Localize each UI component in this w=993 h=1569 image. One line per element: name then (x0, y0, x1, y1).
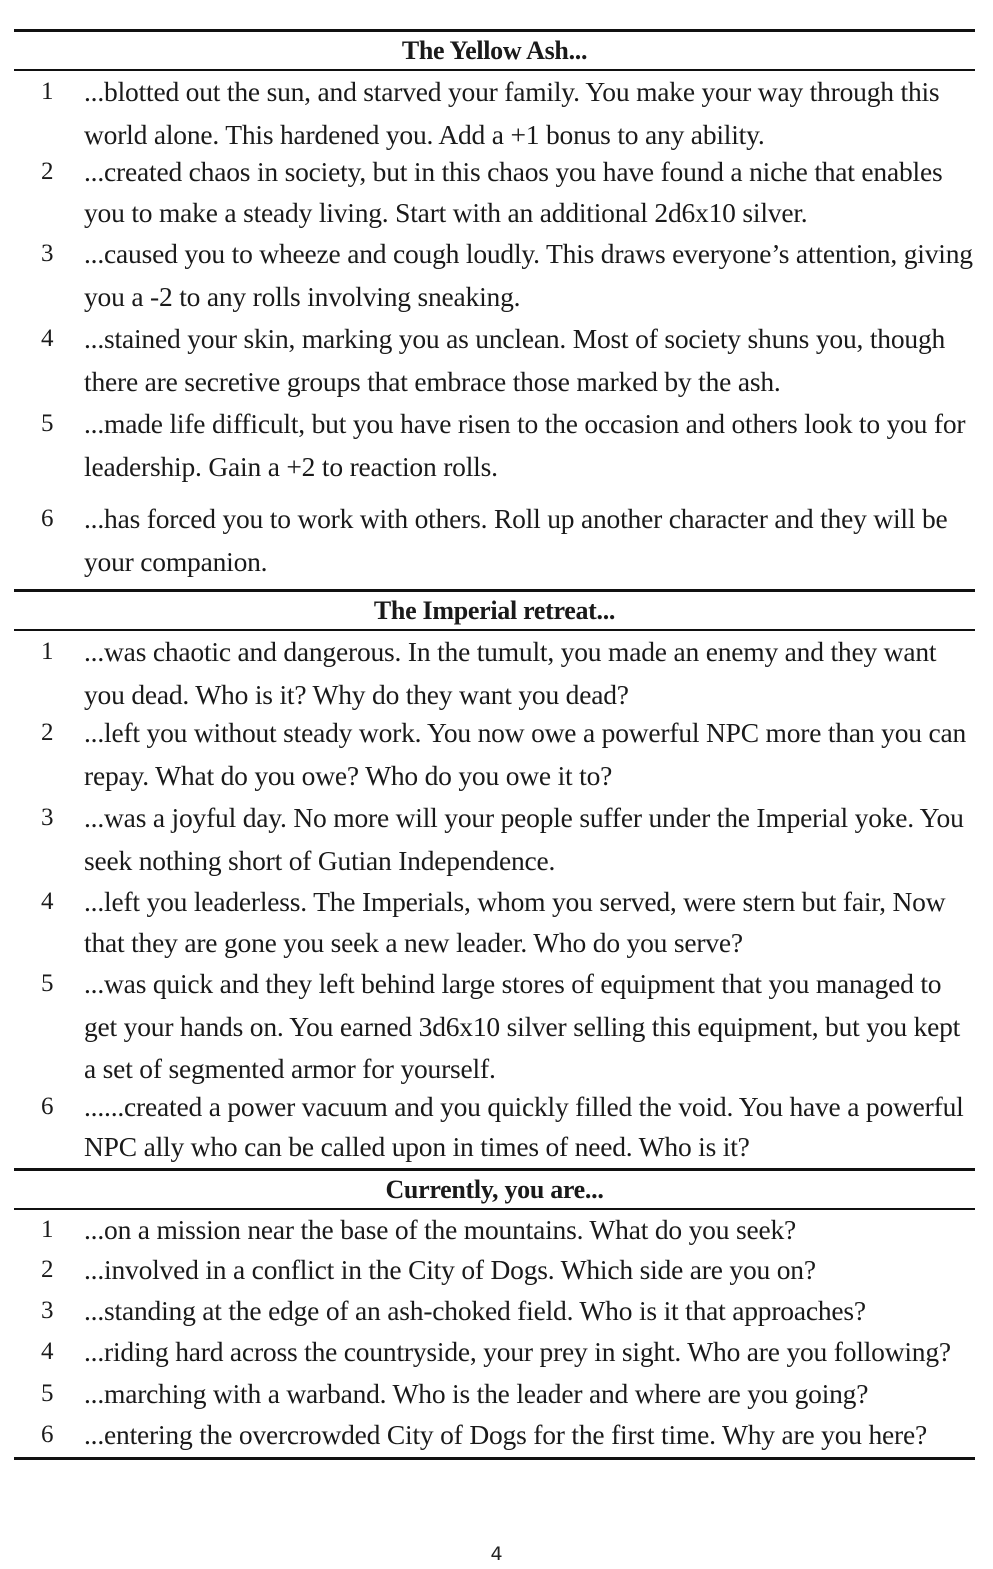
roll-number: 5 (41, 1379, 54, 1407)
table-row (14, 1414, 975, 1457)
roll-number: 2 (41, 158, 54, 185)
table-row (14, 797, 975, 882)
document-page (14, 29, 975, 1460)
table-row (14, 1331, 975, 1374)
table-row (14, 1374, 975, 1415)
row-text: ...was quick and they left behind large stores of equipment that you managed to get your hands on. You earned 3d6x10 silver selling this equipment, but you kept a set of segmented armor for yourself. (84, 968, 961, 1084)
row-text: ...caused you to wheeze and cough loudly. This draws everyone’s attention, giving you a -2 to any rolls involving sneaking. (84, 238, 973, 312)
row-text: ...was a joyful day. No more will your people suffer under the Imperial yoke. You seek nothing short of Gutian Independence. (84, 802, 964, 876)
table-row (14, 712, 975, 797)
bottom-rule (14, 1457, 975, 1460)
roll-number: 4 (41, 1338, 54, 1365)
roll-number: 2 (41, 1256, 54, 1283)
roll-number: 6 (41, 1421, 54, 1448)
row-text: ...was chaotic and dangerous. In the tumult, you made an enemy and they want you dead. Who is it? Why do they want you dead? (84, 636, 937, 710)
row-text: ...created chaos in society, but in this chaos you have found a niche that enables you to make a steady living. Start with an additional 2d6x10 silver. (84, 156, 943, 228)
roll-number: 6 (41, 505, 54, 532)
table-row (14, 963, 975, 1091)
section-title: The Yellow Ash... (14, 32, 975, 71)
row-text: ...left you leaderless. The Imperials, whom you served, were stern but fair, Now that they are gone you seek a new leader. Who do you serve? (84, 886, 946, 958)
roll-number: 1 (41, 638, 54, 665)
roll-number: 3 (41, 240, 54, 267)
table-row (14, 1291, 975, 1332)
roll-number: 6 (41, 1092, 54, 1120)
roll-number: 4 (41, 325, 54, 352)
row-text: ...stained your skin, marking you as unclean. Most of society shuns you, though there are secretive groups that embrace those marked by the ash. (84, 323, 946, 397)
table-row (14, 318, 975, 403)
row-text: ...blotted out the sun, and starved your family. You make your way through this world alone. This hardened you. Add a +1 bonus to any ability. (84, 76, 940, 150)
section-title: The Imperial retreat... (14, 592, 975, 631)
roll-number: 5 (41, 970, 54, 997)
row-text: ...riding hard across the countryside, your prey in sight. Who are you following? (84, 1336, 951, 1367)
page-number: 4 (490, 1543, 503, 1565)
roll-number: 5 (41, 410, 54, 437)
roll-number: 3 (41, 804, 54, 831)
table-row (14, 403, 975, 488)
row-text: ...left you without steady work. You now owe a powerful NPC more than you can repay. What do you owe? Who do you owe it to? (84, 717, 967, 791)
table-row (14, 71, 975, 156)
currently-you-are-table (14, 1168, 975, 1457)
section-title: Currently, you are... (14, 1171, 975, 1210)
roll-number: 1 (41, 1215, 54, 1243)
roll-number: 4 (41, 888, 54, 915)
table-row (14, 498, 975, 583)
table-row (14, 1087, 975, 1168)
yellow-ash-table (14, 29, 975, 583)
roll-number: 2 (41, 719, 54, 746)
table-row (14, 1210, 975, 1251)
roll-number: 1 (41, 78, 54, 105)
row-text: ...marching with a warband. Who is the leader and where are you going? (84, 1377, 869, 1409)
row-text: ...standing at the edge of an ash-choked field. Who is it that approaches? (84, 1294, 866, 1326)
table-row (14, 631, 975, 716)
imperial-retreat-table (14, 589, 975, 1168)
table-row (14, 152, 975, 233)
row-text: ...entering the overcrowded City of Dogs for the first time. Why are you here? (84, 1419, 927, 1450)
row-text: ...involved in a conflict in the City of Dogs. Which side are you on? (84, 1254, 816, 1285)
table-row (14, 1250, 975, 1291)
table-row (14, 882, 975, 963)
row-text: ...on a mission near the base of the mountains. What do you seek? (84, 1213, 797, 1245)
row-text: ...made life difficult, but you have risen to the occasion and others look to you for leadership. Gain a +2 to reaction rolls. (84, 408, 966, 482)
table-row (14, 233, 975, 318)
row-text: ...has forced you to work with others. Roll up another character and they will be your companion. (84, 503, 948, 577)
roll-number: 3 (41, 1296, 54, 1324)
row-text: ......created a power vacuum and you quickly filled the void. You have a powerful NPC ally who can be called upon in times of need. Who is it? (84, 1090, 964, 1162)
